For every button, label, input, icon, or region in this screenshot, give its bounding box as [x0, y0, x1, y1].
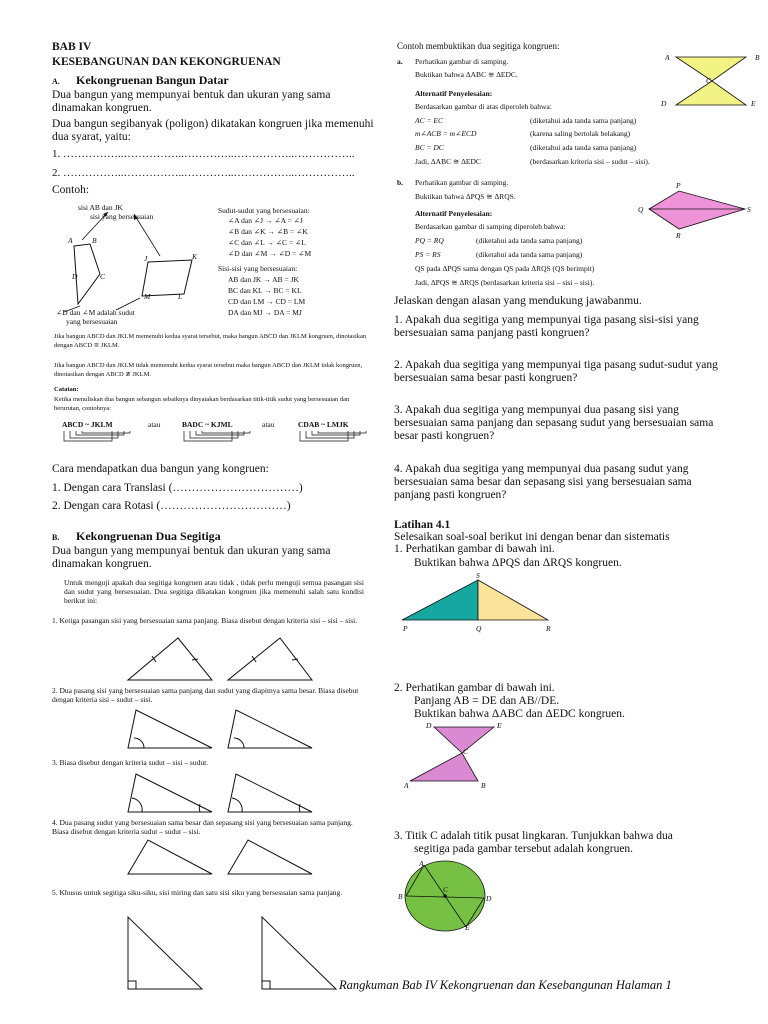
bowtie-vertex-D: D	[661, 99, 667, 108]
soal-1-vertex-S: S	[476, 571, 480, 580]
sudut-row: ∠A dan ∠J → ∠A = ∠J	[228, 216, 303, 225]
kite-vertex-S: S	[747, 205, 751, 214]
soal-3-vertex-D: D	[486, 894, 492, 903]
chapter-label: BAB IV	[52, 41, 92, 53]
criteria-asa-triangles	[52, 772, 372, 822]
soal-3-vertex-A: A	[419, 859, 424, 868]
example-a-r2: m∠ACB = m∠ECD	[415, 129, 477, 138]
sisi-row: BC dan KL → BC = KL	[228, 286, 302, 295]
fig1-label-angle-sub: yang bersesuaian	[66, 317, 118, 326]
fig1-vertex-C: C	[100, 272, 106, 281]
example-b-number: b.	[397, 178, 404, 187]
kite-vertex-R: R	[676, 231, 681, 240]
example-b-line1: Perhatikan gambar di samping.	[415, 178, 509, 187]
example-a-r3: BC = DC	[415, 143, 444, 152]
soal-3-circle-figure	[400, 856, 500, 936]
sudut-row: ∠C dan ∠L → ∠C = ∠L	[228, 238, 306, 247]
contoh-label: Contoh:	[52, 184, 90, 196]
figure-congruence-criteria	[52, 572, 372, 917]
notation-brackets	[52, 429, 372, 449]
example-b-r3: QS pada ΔPQS sama dengan QS pada ΔRQS (QS berimpit)	[415, 264, 595, 273]
soal-1-triangle-figure	[400, 578, 570, 638]
fig1-label-angle: ∠D dan ∠M adalah sudut	[56, 308, 135, 317]
criteria-aas: 4. Dua pasang sudut yang bersesuaian sama besar dan sepasang sisi yang bersesuaian sama panjang. Biasa disebut dengan kriteria sudut – sudut – sisi.	[52, 818, 353, 836]
soal-3-vertex-B: B	[398, 892, 403, 901]
fig1-vertex-B: B	[92, 236, 97, 245]
fig1-label-sisi-sub: sisi yang bersesuaian	[90, 212, 154, 221]
example-b-r4: Jadi, ΔPQS ≅ ΔRQS (berdasarkan kriteria sisi – sisi – sisi).	[415, 278, 595, 287]
notation-or-1: atau	[148, 420, 161, 429]
sisi-heading: Sisi-sisi yang bersesuaian:	[218, 264, 298, 273]
soal-1-vertex-R: R	[546, 624, 551, 633]
example-a-r2-reason: (karena saling bertolak belakang)	[530, 129, 631, 138]
notation-example-1: ABCD ~ JKLM	[62, 420, 113, 429]
soal-1-line2: Buktikan bahwa ΔPQS dan ΔRQS kongruen.	[414, 557, 622, 569]
fig1-vertex-L: L	[178, 292, 183, 301]
criteria-sas: 2. Dua pasang sisi yang bersesuaian sama panjang dan sudut yang diapitnya sama besar. Biasa disebut dengan kriteria sisi – sudut – sisi.	[52, 686, 359, 704]
soal-2-vertex-C: C	[463, 747, 469, 756]
example-b-r2: PS = RS	[415, 250, 441, 259]
sudut-heading: Sudut-sudut yang bersesuaian:	[218, 206, 310, 215]
page-footer: Rangkuman Bab IV Kekongruenan dan Kesebangunan Halaman 1	[339, 978, 672, 992]
latihan-title: Latihan 4.1	[394, 519, 451, 531]
fig1-para-tidak-kongruen: Jika bangun ABCD dan JKLM tidak memenuhi kedua syarat tersebut maka bangun ABCD dan JKLM tidak kongruen, dinotasikan dengan ABCD ≇ JKLM.	[54, 362, 363, 378]
example-a-line3: Berdasarkan gambar di atas diperoleh bahwa:	[415, 102, 552, 111]
example-a-r4-reason: (berdasarkan kriteria sisi – sudut – sisi).	[530, 157, 650, 166]
bowtie-vertex-E: E	[751, 99, 756, 108]
soal-1-vertex-Q: Q	[476, 624, 482, 633]
question-2: 2. Apakah dua segitiga yang mempunyai tiga pasang sudut-sudut yang bersesuaian sama besar pasti kongruen?	[394, 359, 718, 384]
contoh-bukti-title: Contoh membuktikan dua segitiga kongruen:	[397, 41, 560, 51]
soal-3-vertex-C: C	[443, 885, 449, 894]
soal-2-vertex-E: E	[497, 721, 502, 730]
sisi-row: DA dan MJ → DA = MJ	[228, 308, 302, 317]
criteria-sss: 1. Ketiga pasangan sisi yang bersesuaian sama panjang. Biasa disebut dengan kriteria sisi – sisi – sisi.	[52, 616, 358, 625]
criteria-sas-triangles	[52, 708, 372, 758]
fig1-vertex-K: K	[192, 252, 198, 261]
section-a-para2: Dua bangun segibanyak (poligon) dikatakan kongruen jika memenuhi dua syarat, yaitu:	[52, 118, 374, 143]
notation-example-2: BADC ~ KJML	[182, 420, 233, 429]
fig1-para-kongruen: Jika bangun ABCD dan JKLM memenuhi kedua syarat tersebut, maka bangun ABCD dan JKLM kongruen, dinotasikan dengan ABCD ≅ JKLM.	[54, 333, 367, 349]
bowtie-vertex-C: C	[706, 76, 712, 85]
fig1-vertex-D: D	[72, 272, 78, 281]
fig1-vertex-A: A	[68, 236, 73, 245]
soal-3-line1: 3. Titik C adalah titik pusat lingkaran. Tunjukkan bahwa dua	[394, 830, 673, 842]
example-a-alt: Alternatif Penyelesaian:	[415, 89, 493, 98]
soal-1-line1: 1. Perhatikan gambar di bawah ini.	[394, 543, 555, 555]
soal-1-vertex-P: P	[403, 624, 408, 633]
sisi-row: AB dan JK → AB = JK	[228, 275, 299, 284]
criteria-intro: Untuk menguji apakah dua segitiga kongruen atau tidak , tidak perlu menguji semua pasangan sisi dan sudut yang bersesuaian. Dua segitiga dikatakan kongruen jika memenuhi salah satu kondisi berikut ini:	[64, 578, 364, 605]
kite-vertex-P: P	[676, 181, 681, 190]
fig1-vertex-J: J	[144, 254, 148, 263]
chapter-title: KESEBANGUNAN DAN KEKONGRUENAN	[52, 56, 281, 68]
condition-blank-1: 1. ……………..……………..…………..……………..……………..	[52, 148, 355, 160]
criteria-aas-triangles	[52, 838, 372, 878]
soal-3-line2: segitiga pada gambar tersebut adalah kongruen.	[414, 843, 634, 855]
criteria-asa: 3. Biasa disebut dengan kriteria sudut – sisi – sudut.	[52, 758, 209, 767]
example-b-line3: Berdasarkan gambar di samping diperoleh bahwa:	[415, 222, 566, 231]
section-b-para: Dua bangun yang mempunyai bentuk dan ukuran yang sama dinamakan kongruen.	[52, 545, 331, 570]
bowtie-vertex-A: A	[665, 53, 670, 62]
section-a-para1: Dua bangun yang mempunyai bentuk dan ukuran yang sama dinamakan kongruen.	[52, 89, 331, 114]
soal-2-vertex-D: D	[426, 721, 432, 730]
example-a-r4: Jadi, ΔABC ≅ ΔEDC	[415, 157, 481, 166]
criteria-rhs-triangles	[52, 905, 372, 1000]
condition-blank-2: 2. ……………..……………..…………..……………..……………..	[52, 167, 355, 179]
example-b-r2-reason: (diketahui ada tanda sama panjang)	[476, 250, 583, 259]
notation-or-2: atau	[262, 420, 275, 429]
example-a-line1: Perhatikan gambar di samping.	[415, 57, 509, 66]
example-a-number: a.	[397, 57, 403, 66]
soal-2-vertex-B: B	[481, 781, 486, 790]
kite-vertex-Q: Q	[638, 205, 644, 214]
jelaskan-instruction: Jelaskan dengan alasan yang mendukung jawabanmu.	[394, 295, 642, 307]
example-b-alt: Alternatif Penyelesaian:	[415, 209, 493, 218]
criteria-sss-triangles	[52, 634, 372, 684]
criteria-rhs: 5. Khusus untuk segitiga siku-siku, sisi miring dan satu sisi siku yang bersesuaian sama panjang.	[52, 888, 343, 897]
example-b-r1: PQ = RQ	[415, 236, 444, 245]
soal-2-vertex-A: A	[404, 781, 409, 790]
latihan-instruction: Selesaikan soal-soal berikut ini dengan benar dan sistematis	[394, 531, 670, 543]
question-1: 1. Apakah dua segitiga yang mempunyai tiga pasang sisi-sisi yang bersesuaian sama panjang pasti kongruen?	[394, 314, 699, 339]
figure-congruent-quadrilaterals	[52, 200, 372, 457]
soal-3-vertex-E: E	[465, 923, 470, 932]
sudut-row: ∠D dan ∠M → ∠D = ∠M	[228, 249, 312, 258]
section-a-title: Kekongruenan Bangun Datar	[76, 73, 229, 87]
question-3: 3. Apakah dua segitiga yang mempunyai dua pasang sisi yang bersesuaian sama panjang dan sepasang sudut yang bersesuaian sama besar pasti kongruen?	[394, 404, 714, 442]
soal-2-line3: Buktikan bahwa ΔABC dan ΔEDC kongruen.	[414, 708, 625, 720]
example-a-r3-reason: (diketahui ada tanda sama panjang)	[530, 143, 637, 152]
soal-2-line2: Panjang AB = DE dan AB//DE.	[414, 695, 560, 707]
section-b-number: B.	[52, 533, 60, 542]
example-a-line2: Buktikan bahwa ΔABC ≅ ΔEDC.	[415, 70, 518, 79]
sudut-row: ∠B dan ∠K → ∠B = ∠K	[228, 227, 308, 236]
fig1-label-sisi: sisi AB dan JK	[78, 203, 123, 212]
catatan-label: Catatan:	[54, 386, 79, 393]
example-a-r1-reason: (diketahui ada tanda sama panjang)	[530, 116, 637, 125]
soal-2-line1: 2. Perhatikan gambar di bawah ini.	[394, 682, 555, 694]
cara-translasi: 1. Dengan cara Translasi (……………………………)	[52, 482, 303, 494]
example-b-r1-reason: (diketahui ada tanda sama panjang)	[476, 236, 583, 245]
cara-title: Cara mendapatkan dua bangun yang kongruen:	[52, 463, 269, 475]
question-4: 4. Apakah dua segitiga yang mempunyai dua pasang sudut yang bersesuaian sama besar dan sepasang sisi yang bersesuaian sama panjang pasti kongruen?	[394, 463, 692, 501]
example-a-r1: AC = EC	[415, 116, 443, 125]
soal-2-bowtie-figure	[406, 725, 506, 795]
bowtie-vertex-B: B	[755, 53, 760, 62]
example-b-line2: Buktikan bahwa ΔPQS ≅ ΔRQS.	[415, 192, 516, 201]
fig1-vertex-M: M	[144, 292, 151, 301]
catatan-text: Ketika menuliskan dua bangun sebangun sebaiknya dinyatakan berdasarkan titik-titik sudut yang bersesuaian dan berurutan, contohnya:	[54, 396, 350, 412]
sisi-row: CD dan LM → CD = LM	[228, 297, 306, 306]
section-a-number: A.	[52, 77, 60, 86]
cara-rotasi: 2. Dengan cara Rotasi (……………………………)	[52, 500, 291, 512]
section-b-title: Kekongruenan Dua Segitiga	[76, 529, 221, 543]
notation-example-3: CDAB ~ LMJK	[298, 420, 349, 429]
